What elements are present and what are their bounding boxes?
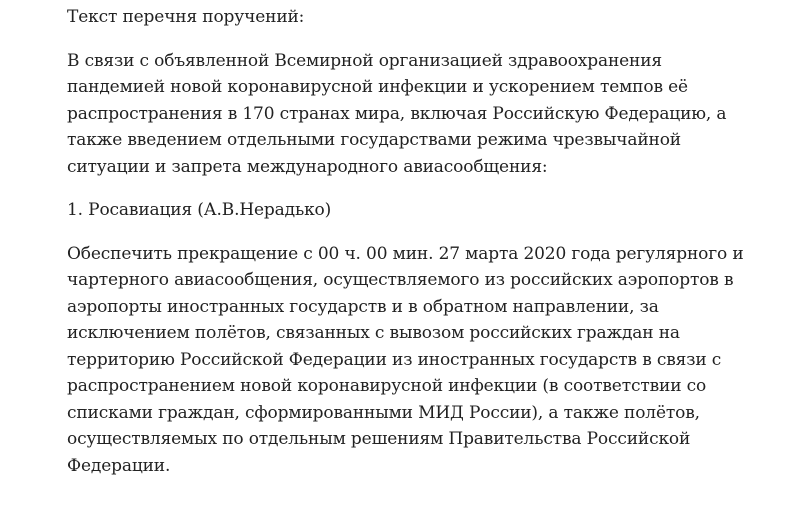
item-body-line: осуществляемых по отдельным решениям Правительства Российской: [67, 429, 691, 449]
item-body-line: распространением новой коронавирусной инфекции (в соответствии со: [67, 376, 707, 396]
item-body-line: Федерации.: [67, 455, 171, 476]
item-title: [67, 197, 743, 224]
intro-line: пандемией новой коронавирусной инфекции и ускорением темпов её: [67, 77, 688, 97]
intro-line: ситуации и запрета международного авиасообщения:: [67, 156, 548, 177]
intro-paragraph: [67, 48, 743, 181]
item-body-line: списками граждан, сформированными МИД России), а также полётов,: [67, 402, 700, 423]
item-body-line: аэропорты иностранных государств и в обратном направлении, за: [67, 296, 659, 317]
paragraph-gap: [67, 180, 743, 197]
heading-line: Текст перечня поручений:: [67, 7, 305, 27]
intro-line: распространения в 170 странах мира, включая Российскую Федерацию, а: [67, 103, 727, 124]
item-body-line: чартерного авиасообщения, осуществляемого из российских аэропортов в: [67, 270, 734, 290]
paragraph-gap: [67, 224, 743, 241]
document-heading: [67, 4, 743, 31]
intro-line: В связи с объявленной Всемирной организацией здравоохранения: [67, 50, 662, 71]
item-body-line: Обеспечить прекращение с 00 ч. 00 мин. 27 марта 2020 года регулярного и: [67, 243, 744, 264]
item-title-line: 1. Росавиация (А.В.Нерадько): [67, 200, 332, 220]
item-body-paragraph: [67, 241, 743, 480]
intro-line: также введением отдельными государствами режима чрезвычайной: [67, 130, 681, 150]
item-body-line: территорию Российской Федерации из иностранных государств в связи с: [67, 349, 722, 370]
paragraph-gap: [67, 31, 743, 48]
item-body-line: исключением полётов, связанных с вывозом российских граждан на: [67, 323, 680, 343]
